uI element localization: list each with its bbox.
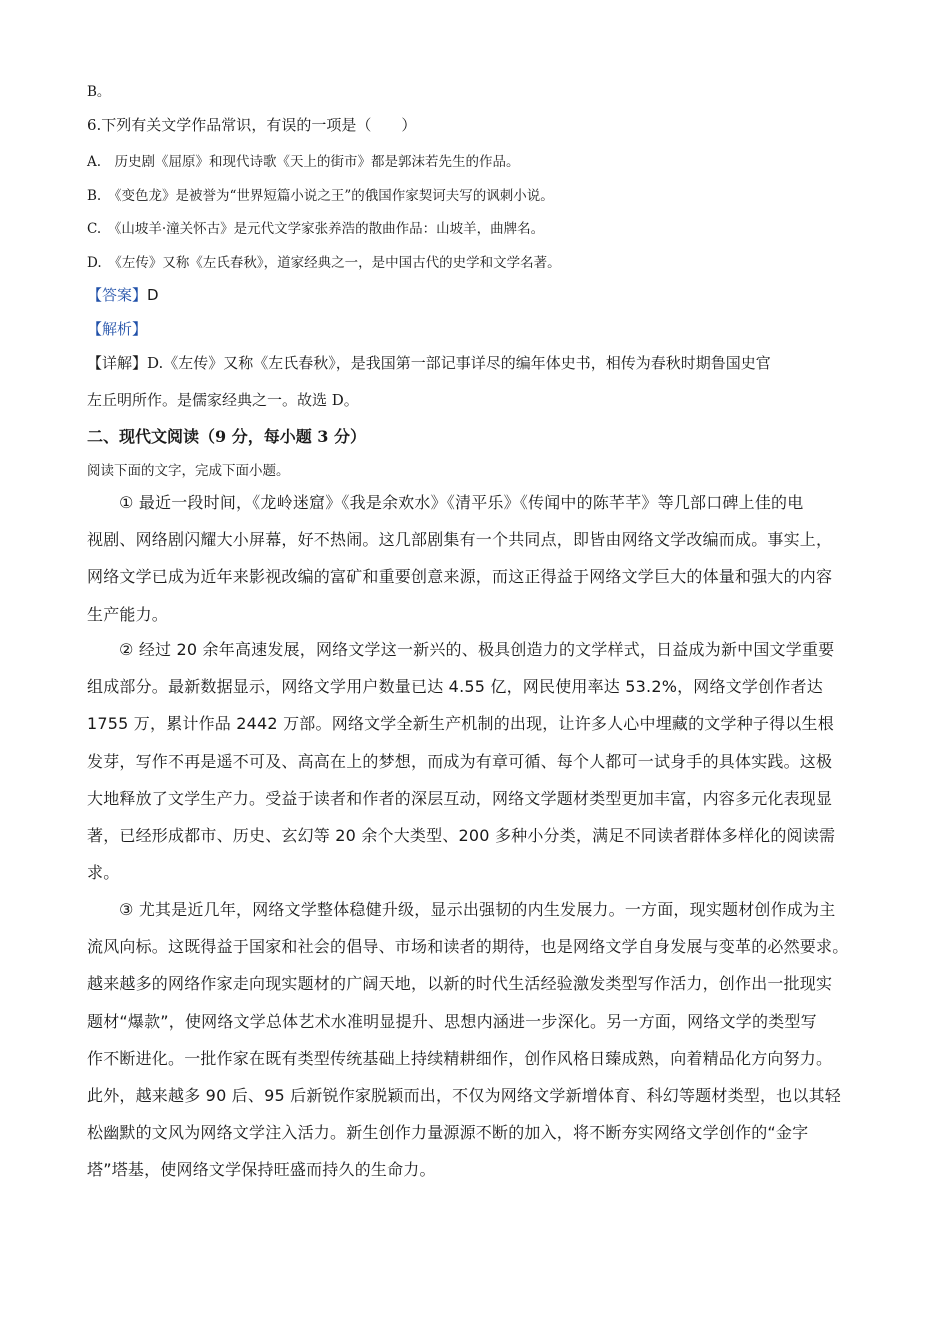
section-instruction: 阅读下面的文字，完成下面小题。 [87, 463, 290, 479]
paragraph-line: 视剧、网络剧闪耀大小屏幕，好不热闹。这几部剧集有一个共同点，即皆由网络文学改编而成。事实上， [87, 530, 833, 550]
paragraph-line: ① 最近一段时间，《龙岭迷窟》《我是余欢水》《清平乐》《传闻中的陈芊芊》等几部口碑上佳的电 [119, 493, 804, 512]
paragraph-line: 组成部分。最新数据显示，网络文学用户数量已达 4.55 亿，网民使用率达 53.2%，网络文学创作者达 [87, 677, 823, 697]
option-a: A. 历史剧《屈原》和现代诗歌《天上的街市》都是郭沫若先生的作品。 [87, 154, 520, 170]
analysis-label: 【解析】 [87, 320, 148, 338]
paragraph-line: 越来越多的网络作家走向现实题材的广阔天地，以新的时代生活经验激发类型写作活力，创作出一批现实 [87, 974, 833, 994]
option-c: C. 《山坡羊·潼关怀古》是元代文学家张养浩的散曲作品：山坡羊，曲牌名。 [87, 221, 545, 237]
paragraph-1 [87, 484, 867, 633]
paragraph-line: 著，已经形成都市、历史、玄幻等 20 余个大类型、200 多种小分类，满足不同读者群体多样化的阅读需 [87, 825, 836, 845]
paragraph-line: 生产能力。 [87, 604, 169, 624]
paragraph-line: 松幽默的文风为网络文学注入活力。新生创作力量源源不断的加入，将不断夯实网络文学创作的“金字 [87, 1123, 809, 1143]
paragraph-line: ③ 尤其是近几年，网络文学整体稳健升级，显示出强韧的内生发展力。一方面，现实题材创作成为主 [119, 900, 836, 919]
section-heading: 二、现代文阅读（9 分，每小题 3 分） [87, 427, 366, 446]
paragraph-line: 流风向标。这既得益于国家和社会的倡导、市场和读者的期待，也是网络文学自身发展与变革的必然要求。 [87, 937, 849, 957]
option-b: B. 《变色龙》是被誉为“世界短篇小说之王”的俄国作家契诃夫写的讽刺小说。 [87, 188, 554, 204]
answer-label: 【答案】 [87, 286, 148, 304]
paragraph-line: 大地释放了文学生产力。受益于读者和作者的深层互动，网络文学题材类型更加丰富，内容多元化表现显 [87, 788, 833, 808]
detail-label: 【详解】 [87, 354, 148, 372]
answer-line [87, 284, 159, 305]
paragraph-2 [87, 631, 867, 891]
paragraph-line: 此外，越来越多 90 后、95 后新锐作家脱颖而出，不仅为网络文学新增体育、科幻等题材类型，也以其轻 [87, 1085, 841, 1105]
paragraph-line: ② 经过 20 余年高速发展，网络文学这一新兴的、极具创造力的文学样式，日益成为新中国文学重要 [119, 640, 835, 659]
paragraph-line: 求。 [87, 863, 120, 883]
paragraph-line: 1755 万，累计作品 2442 万部。网络文学全新生产机制的出现，让许多人心中埋藏的文学种子得以生根 [87, 714, 834, 734]
detail-text-1: D.《左传》又称《左氏春秋》，是我国第一部记事详尽的编年体史书，相传为春秋时期鲁国史官 [147, 354, 771, 372]
paragraph-line: 作不断进化。一批作家在既有类型传统基础上持续精耕细作，创作风格日臻成熟，向着精品化方向努力。 [87, 1048, 833, 1068]
paragraph-line: 发芽，写作不再是遥不可及、高高在上的梦想，而成为有章可循、每个人都可一试身手的具体实践。这极 [87, 751, 833, 771]
option-d: D. 《左传》又称《左氏春秋》，道家经典之一，是中国古代的史学和文学名著。 [87, 255, 561, 271]
paragraph-line: 网络文学已成为近年来影视改编的富矿和重要创意来源，而这正得益于网络文学巨大的体量和强大的内容 [87, 567, 833, 587]
paragraph-line: 塔”塔基，使网络文学保持旺盛而持久的生命力。 [87, 1160, 436, 1180]
paragraph-3 [87, 891, 867, 1189]
question-6-stem: 6.下列有关文学作品常识，有误的一项是（ ） [87, 116, 417, 134]
paragraph-line: 题材“爆款”，使网络文学总体艺术水准明显提升、思想内涵进一步深化。另一方面，网络文学的类型写 [87, 1011, 817, 1031]
previous-answer-tail: B。 [87, 84, 111, 100]
answer-value: D [147, 286, 159, 304]
detail-line-1 [87, 352, 771, 373]
detail-line-2: 左丘明所作。是儒家经典之一。故选 D。 [87, 391, 359, 409]
